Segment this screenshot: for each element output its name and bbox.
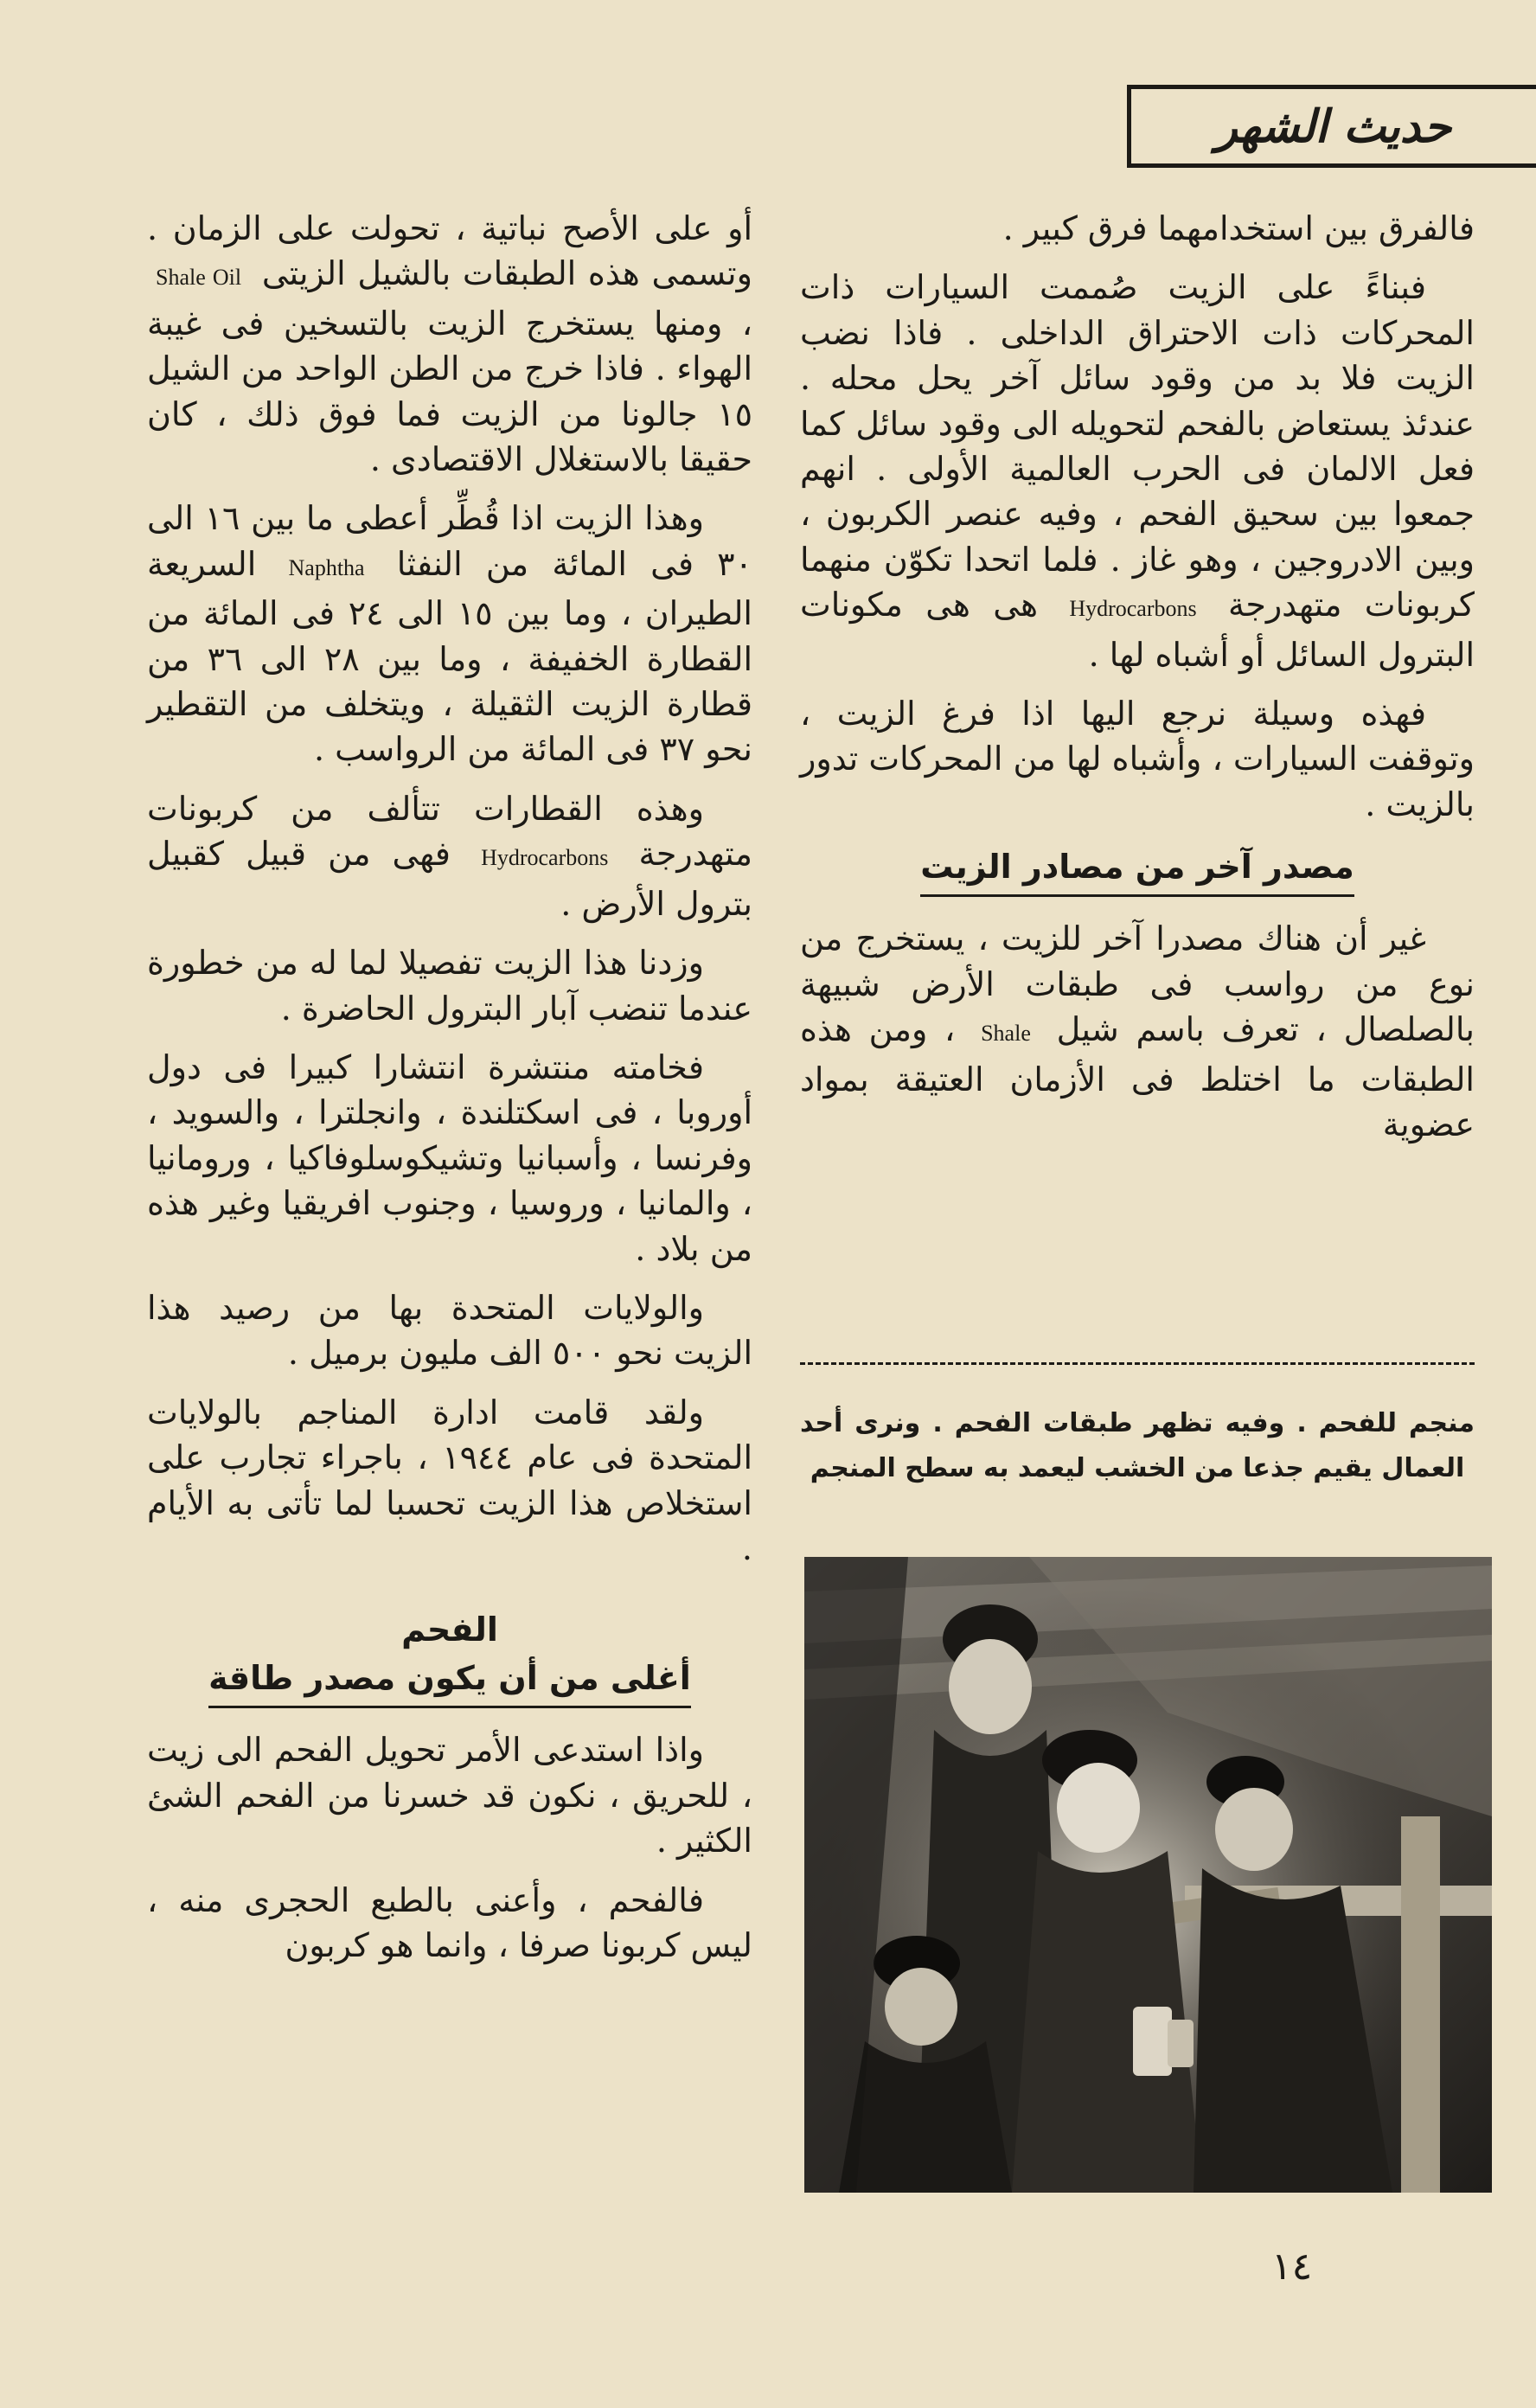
paragraph-text: فخامته منتشرة انتشارا كبيرا فى دول أوروبا ، فى اسكتلندة ، وانجلترا ، والسويد ، وفرنسا ، وأسبانيا وتشيكوسلوفاكيا ، ورومانيا ، والمانيا ، وروسيا ، وجنوب افريقيا وغير هذه من بلاد . — [147, 1047, 752, 1268]
paragraph-text: هى هى مكونات البترول السائل أو أشباه لها . — [800, 586, 1475, 674]
paragraph — [147, 1878, 752, 1969]
paragraph-text: ، ومن هذه الطبقات ما اختلط فى الأزمان العتيقة بمواد عضوية — [800, 1010, 1475, 1143]
paragraph — [800, 916, 1475, 1147]
dashed-divider — [800, 1362, 1475, 1365]
paragraph — [147, 786, 752, 926]
paragraph — [800, 691, 1475, 827]
latin-term: Naphtha — [288, 554, 365, 580]
subheading-text: مصدر آخر من مصادر الزيت — [920, 842, 1354, 897]
paragraph-text: وهذا الزيت اذا قُطِّر أعطى ما بين ١٦ الى ٣٠ فى المائة من النفثا — [147, 499, 752, 583]
paragraph-text: فالفرق بين استخدامهما فرق كبير . — [1002, 209, 1475, 247]
paragraph — [147, 1285, 752, 1376]
paragraph-text: أو على الأصح نباتية ، تحولت على الزمان . وتسمى هذه الطبقات بالشيل الزيتى — [147, 209, 752, 293]
subheading — [147, 1654, 752, 1708]
subheading-text: أغلى من أن يكون مصدر طاقة — [208, 1654, 691, 1708]
paragraph-text: وزدنا هذا الزيت تفصيلا لما له من خطورة عندما تنضب آبار البترول الحاضرة . — [147, 944, 752, 1028]
paragraph-text: فهى من قبيل كقبيل بترول الأرض . — [147, 835, 752, 923]
paragraph — [147, 1727, 752, 1863]
paragraph-text: فالفحم ، وأعنى بالطبع الحجرى منه ، ليس كربونا صرفا ، وانما هو كربون — [147, 1880, 752, 1964]
paragraph-text: غير أن هناك مصدرا آخر للزيت ، يستخرج من نوع من رواسب فى طبقات الأرض شبيهة بالصلصال ، تعرف باسم شيل — [800, 919, 1475, 1049]
right-column — [800, 206, 1475, 1161]
subheading-text: الفحم — [401, 1611, 498, 1649]
paragraph-text: ، ومنها يستخرج الزيت بالتسخين فى غيبة الهواء . فاذا خرج من الطن الواحد من الشيل ١٥ جالونا من الزيت فما فوق ذلك ، كان حقيقا بالاستغلال الاقتصادى . — [147, 304, 752, 479]
latin-term: Shale Oil — [156, 265, 242, 291]
photo-caption: منجم للفحم . وفيه تظهر طبقات الفحم . ونرى أحد العمال يقيم جذعا من الخشب ليعمد به سطح المنجم — [800, 1408, 1475, 1483]
paragraph — [800, 265, 1475, 677]
paragraph — [800, 206, 1475, 251]
paragraph — [147, 940, 752, 1031]
page-number: ١٤ — [1271, 2245, 1313, 2289]
paragraph-text: السريعة الطيران ، وما بين ١٥ الى ٢٤ فى المائة من القطارة الخفيفة ، وما بين ٢٨ الى ٣٦ من قطارة الزيت الثقيلة ، ويتخلف من التقطير نحو ٣٧ فى المائة من الرواسب . — [147, 544, 753, 769]
subheading — [147, 1605, 752, 1654]
left-column — [147, 206, 752, 1982]
coal-mine-photo — [804, 1557, 1492, 2193]
paragraph-text: فهذه وسيلة نرجع اليها اذا فرغ الزيت ، وتوقفت السيارات ، وأشباه لها من المحركات تدور بالزيت . — [800, 695, 1475, 823]
latin-term: Shale — [981, 1021, 1031, 1047]
latin-term: Hydrocarbons — [1069, 596, 1197, 622]
paragraph — [147, 1390, 752, 1572]
section-header — [1127, 85, 1536, 168]
paragraph — [147, 1045, 752, 1271]
paragraph-text: فبناءً على الزيت صُممت السيارات ذات المحركات ذات الاحتراق الداخلى . فاذا نضب الزيت فلا بد من وقود سائل آخر يحل محله . عندئذ يستعاض بالفحم لتحويله الى وقود سائل كما فعل الالمان فى الحرب العالمية الأولى . انهم جمعوا بين سحيق الفحم ، وفيه عنصر الكربون ، وبين الادروجين ، وهو غاز . فلما اتحدا تكوّن منهما كربونات متهدرجة — [800, 268, 1475, 624]
subheading — [800, 842, 1475, 897]
paragraph-text: وهذه القطارات تتألف من كربونات متهدرجة — [147, 789, 752, 874]
coal-mine-illustration — [804, 1557, 1492, 2193]
section-title: حديث الشهر — [1215, 99, 1452, 153]
paragraph-text: ولقد قامت ادارة المناجم بالولايات المتحدة فى عام ١٩٤٤ ، باجراء تجارب على استخلاص هذا الزيت تحسبا لما تأتى به الأيام . — [147, 1393, 753, 1567]
paragraph — [147, 496, 752, 772]
paragraph-text: والولايات المتحدة بها من رصيد هذا الزيت نحو ٥٠٠ الف مليون برميل . — [147, 1288, 752, 1373]
paragraph — [147, 206, 752, 482]
latin-term: Hydrocarbons — [481, 845, 609, 871]
paragraph-text: واذا استدعى الأمر تحويل الفحم الى زيت ، للحريق ، نكون قد خسرنا من الفحم الشئ الكثير . — [147, 1731, 752, 1860]
